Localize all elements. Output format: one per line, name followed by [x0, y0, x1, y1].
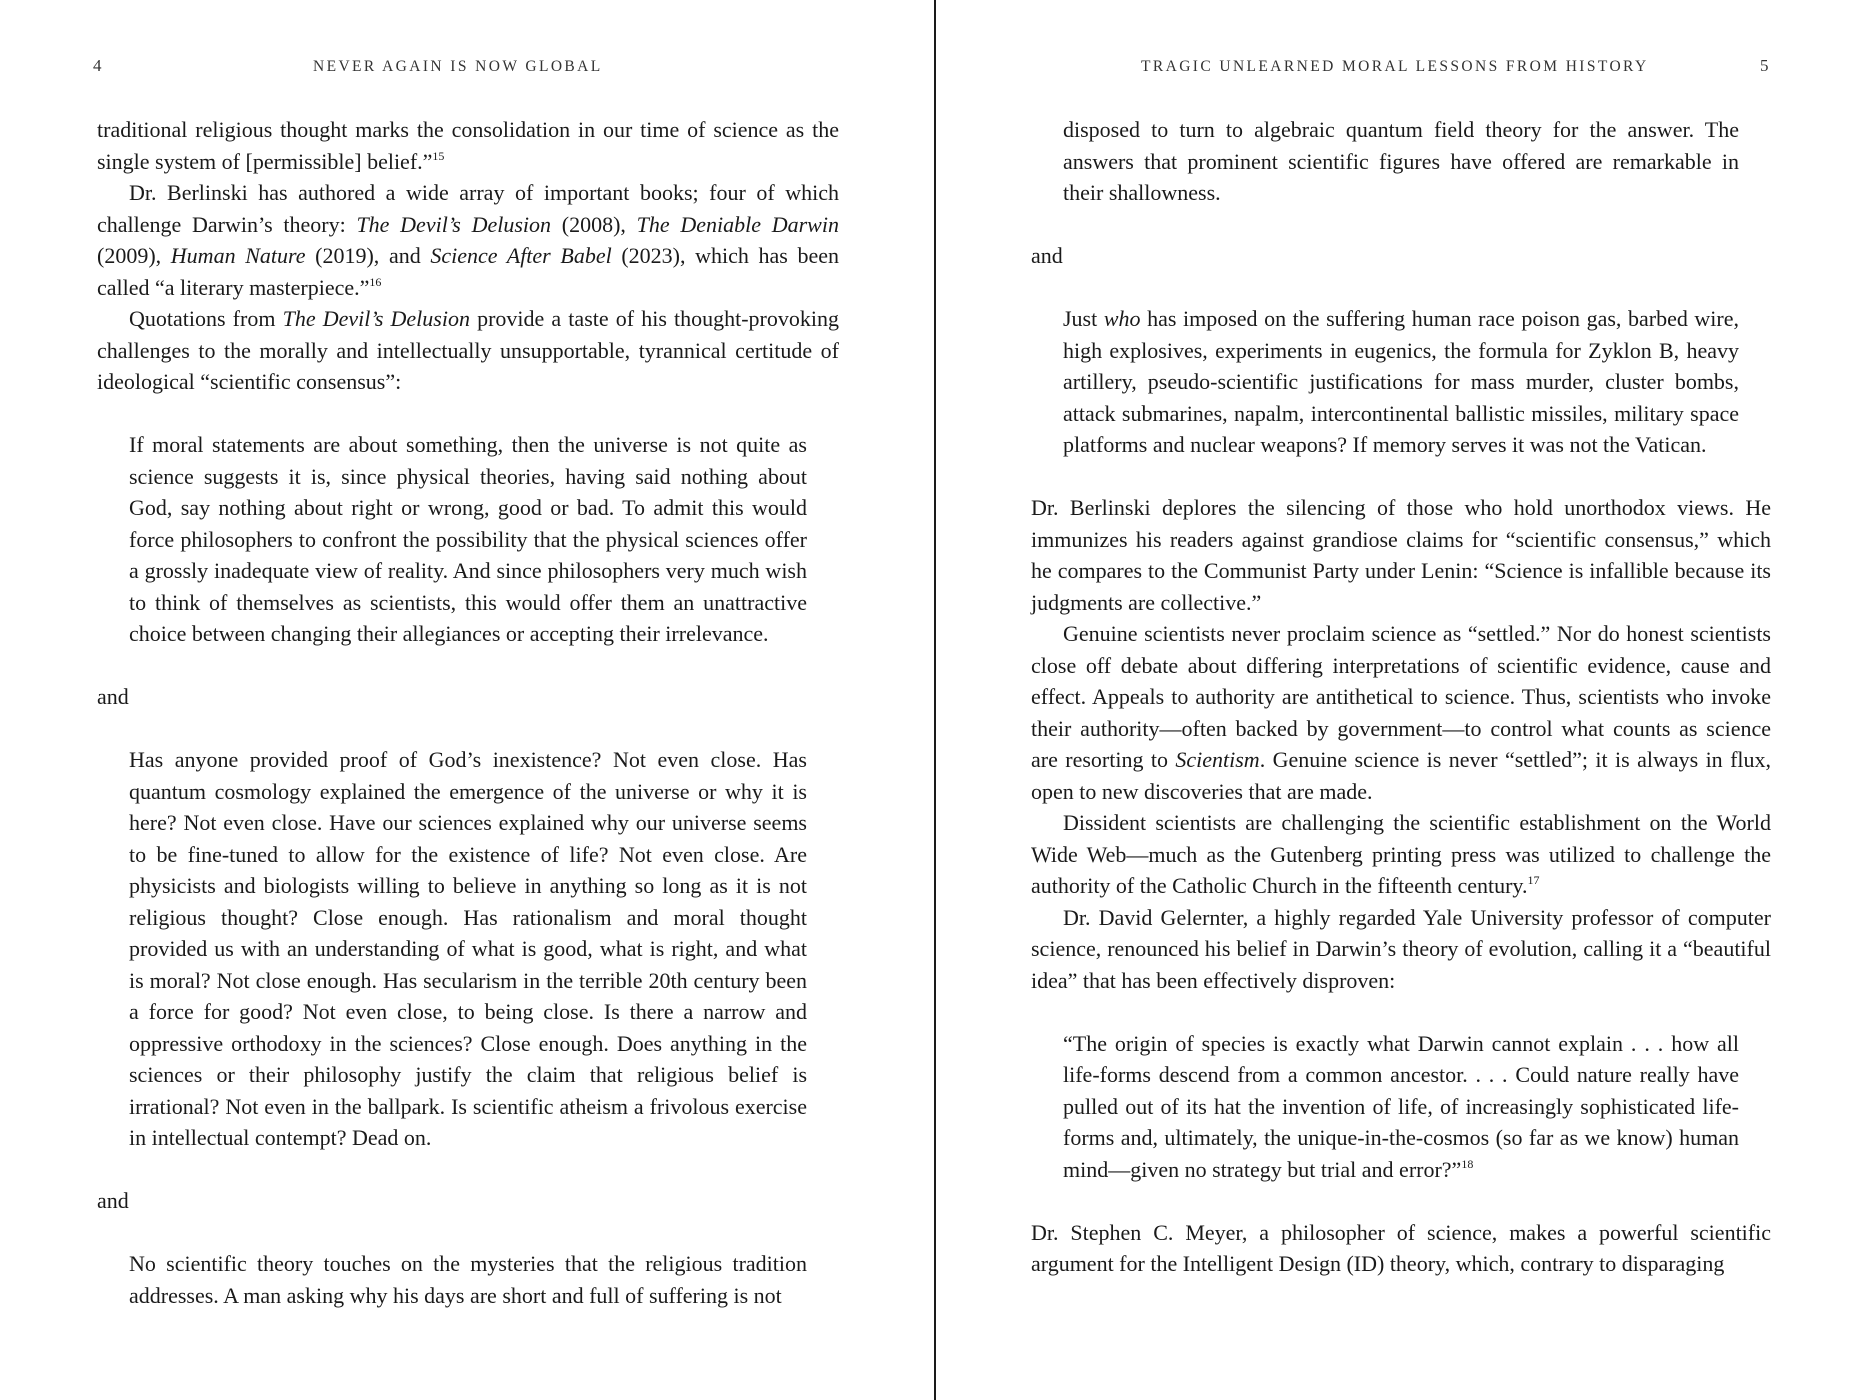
book-title: The Devil’s Delusion — [282, 306, 470, 331]
connector-text: and — [97, 684, 129, 709]
paragraph: Quotations from The Devil’s Delusion provide a taste of his thought-provoking challenges to the morally and intellectually unsupportable, tyrannical certitude of ideological “scientific consensus”: — [97, 306, 839, 394]
block-quote: If moral statements are about something, then the universe is not quite as science suggests it is, since physical theories, having said nothing about God, say nothing about right or wrong, good or bad. To admit this would force philosophers to confront the possibility that the physical sciences offer a grossly inadequate view of reality. And since philosophers very much wish to think of themselves as scientists, this would offer them an unattractive choice between changing their allegiances or accepting their irrelevance. — [129, 432, 807, 646]
paragraph: traditional religious thought marks the consolidation in our time of science as the single system of [permissible] belief.”$^{15}$ — [97, 117, 839, 174]
footnote-ref[interactable]: 18 — [1461, 1156, 1474, 1171]
right-page — [938, 0, 1866, 1400]
page-number-left: 4 — [93, 56, 102, 75]
right-text-block — [1031, 114, 1771, 1280]
paragraph: Dr. Berlinski has authored a wide array of important books; four of which challenge Darwin’s theory: The Devil’s Delusion (2008), The Deniable Darwin (2009), Human Nature (2019), and Science After Babel (2023), which has been called “a literary masterpiece.”$^{16}$ — [97, 180, 840, 300]
paragraph: Dr. Stephen C. Meyer, a philosopher of science, makes a powerful scientific argument for the Intelligent Design (ID) theory, which, contrary to disparaging — [1031, 1219, 1771, 1276]
book-title: Human Nature — [170, 243, 306, 268]
paragraph: Dr. David Gelernter, a highly regarded Yale University professor of computer science, renounced his belief in Darwin’s theory of evolution, calling it a “beautiful idea” that has been effectively disproven: — [1031, 904, 1771, 993]
paragraph: Genuine scientists never proclaim science as “settled.” Nor do honest scientists close off debate about differing interpretations of scientific evidence, cause and effect. Appeals to authority are antithetical to science. Thus, scientists who invoke their authority—often backed by government—to control what counts as science are resorting to Scientism. Genuine science is never “settled”; it is always in flux, open to new discoveries that are made. — [1031, 621, 1772, 804]
book-title: The Devil’s Delusion — [356, 211, 552, 237]
book-title: The Deniable Darwin — [636, 211, 839, 237]
page-number-right: 5 — [1760, 56, 1769, 75]
connector-text: and — [97, 1188, 129, 1213]
running-head-left: NEVER AGAIN IS NOW GLOBAL — [313, 58, 603, 75]
page-divider — [934, 0, 936, 1400]
block-quote: disposed to turn to algebraic quantum field theory for the answer. The answers that prominent scientific figures have offered are remarkable in their shallowness. — [1063, 117, 1739, 205]
block-quote: No scientific theory touches on the mysteries that the religious tradition addresses. A man asking why his days are short and full of suffering is not — [129, 1251, 807, 1308]
connector-text: and — [1031, 243, 1063, 268]
book-title: Science After Babel — [430, 243, 612, 268]
paragraph: Dissident scientists are challenging the scientific establishment on the World Wide Web—much as the Gutenberg printing press was utilized to challenge the authority of the Catholic Church in the fifteenth century.$^{17}$ — [1031, 810, 1771, 898]
running-head-right: TRAGIC UNLEARNED MORAL LESSONS FROM HISTORY — [1141, 58, 1649, 75]
left-text-block — [97, 114, 839, 1311]
block-quote: “The origin of species is exactly what Darwin cannot explain . . . how all life-forms descend from a common ancestor. . . . Could nature really have pulled out of its hat the invention of life, of increasingly sophisticated life-forms and, ultimately, the unique-in-the-cosmos (so far as we know) human mind—given no strategy but trial and error?”$^{18}$ — [1063, 1030, 1739, 1182]
footnote-ref[interactable]: 17 — [1527, 873, 1540, 887]
block-quote: Has anyone provided proof of God’s inexistence? Not even close. Has quantum cosmology explained the emergence of the universe or why it is here? Not even close. Have our sciences explained why our universe seems to be fine-tuned to allow for the existence of life? Not even close. Are physicists and biologists willing to believe in anything so long as it is not religious thought? Close enough. Has rationalism and moral thought provided us with an understanding of what is good, what is right, and what is moral? Not close enough. Has secularism in the terrible 20th century been a force for good? Not even close, to being close. Is there a narrow and oppressive orthodoxy in the sciences? Close enough. Does anything in the sciences or their philosophy justify the claim that religious belief is irrational? Not even in the ballpark. Is scientific atheism a frivolous exercise in intellectual contempt? Dead on. — [129, 747, 807, 1150]
footnote-ref[interactable]: 15 — [432, 148, 445, 163]
block-quote: Just who has imposed on the suffering human race poison gas, barbed wire, high explosives, experiments in eugenics, the formula for Zyklon B, heavy artillery, pseudo-scientific justifications for mass murder, cluster bombs, attack submarines, napalm, intercontinental ballistic missiles, military space platforms and nuclear weapons? If memory serves it was not the Vatican. — [1063, 306, 1739, 457]
paragraph: Dr. Berlinski deplores the silencing of those who hold unorthodox views. He immunizes his readers against grandiose claims for “scientific consensus,” which he compares to the Communist Party under Lenin: “Science is infallible because its judgments are collective.” — [1031, 495, 1771, 615]
footnote-ref[interactable]: 16 — [369, 274, 382, 289]
